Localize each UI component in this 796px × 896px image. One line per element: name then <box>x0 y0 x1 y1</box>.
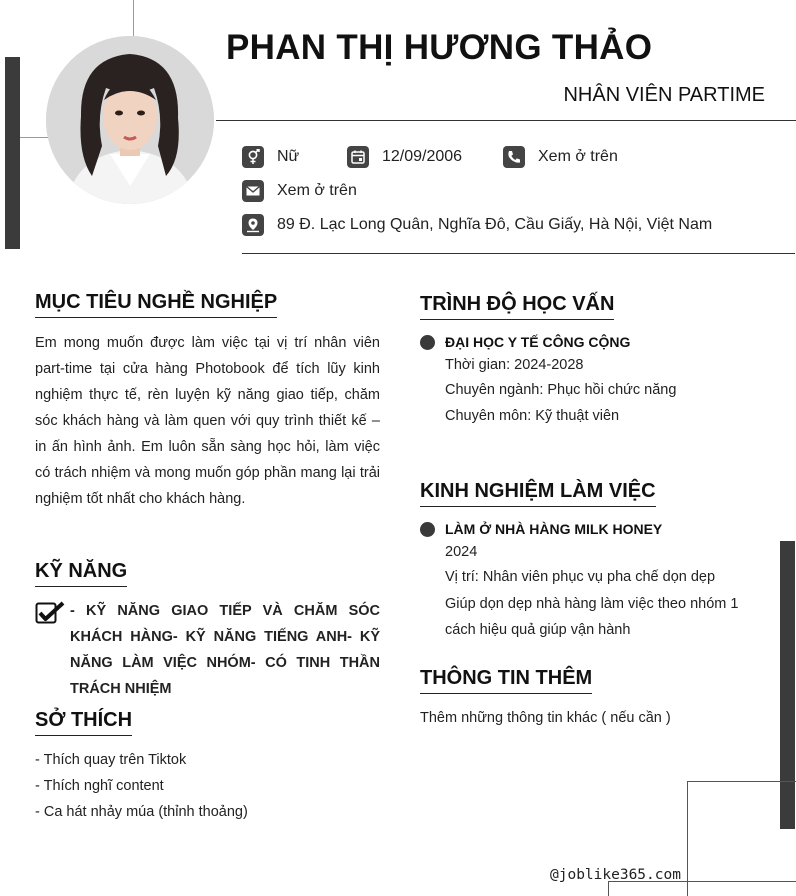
experience-title: KINH NGHIỆM LÀM VIỆC <box>420 480 656 507</box>
bullet-dot <box>420 335 435 350</box>
location-icon <box>242 214 264 236</box>
job-title: NHÂN VIÊN PARTIME <box>563 84 765 106</box>
email-icon <box>242 180 264 202</box>
objective-title: MỤC TIÊU NGHỀ NGHIỆP <box>35 291 277 318</box>
profile-photo <box>46 36 214 204</box>
hobby-item: - Thích nghĩ content <box>35 778 164 794</box>
phone-value: Xem ở trên <box>538 148 618 165</box>
decor-line-vertical <box>133 0 134 38</box>
education-specialty: Chuyên môn: Kỹ thuật viên <box>445 408 620 424</box>
contact-gender <box>242 146 299 168</box>
header-divider <box>216 120 796 121</box>
education-title: TRÌNH ĐỘ HỌC VẤN <box>420 293 614 320</box>
experience-year: 2024 <box>445 544 478 560</box>
school-name: ĐẠI HỌC Y TẾ CÔNG CỘNG <box>445 334 631 350</box>
education-major: Chuyên ngành: Phục hồi chức năng <box>445 382 677 398</box>
bullet-dot <box>420 522 435 537</box>
hobby-item: - Thích quay trên Tiktok <box>35 752 187 768</box>
extra-info-text: Thêm những thông tin khác ( nếu cần ) <box>420 710 671 726</box>
experience-description: Giúp dọn dẹp nhà hàng làm việc theo nhóm 1 cách hiệu quả giúp vận hành <box>445 596 739 638</box>
experience-position: Vị trí: Nhân viên phục vụ pha chế dọn dẹp <box>445 569 716 585</box>
extra-info-title: THÔNG TIN THÊM <box>420 667 592 694</box>
contact-email <box>242 180 357 202</box>
contact-phone <box>503 146 618 168</box>
gender-value: Nữ <box>277 148 300 165</box>
hobby-item: - Ca hát nhảy múa (thỉnh thoảng) <box>35 804 248 820</box>
checkbox-checked-icon <box>35 601 65 625</box>
objective-text: Em mong muốn được làm việc tại vị trí nhân viên part-time tại cửa hàng Photobook để tích lũy kinh nghiệm thực tế, rèn luyện kỹ năng giao tiếp, chăm sóc khách hàng và làm quen với quy trình thiết kế – in ấn hình ảnh. Em luôn sẵn sàng học hỏi, làm việc có trách nhiệm và mong muốn góp phần mang lại trải nghiệm tốt nhất cho khách hàng. <box>35 335 380 507</box>
contact-address <box>242 214 712 236</box>
decor-corner-box <box>687 781 796 896</box>
candidate-name: PHAN THỊ HƯƠNG THẢO <box>226 28 653 67</box>
decor-line-horizontal <box>20 137 48 138</box>
skills-title: KỸ NĂNG <box>35 560 127 587</box>
address-value: 89 Đ. Lạc Long Quân, Nghĩa Đô, Cầu Giấy, Hà Nội, Việt Nam <box>277 216 713 233</box>
phone-icon <box>503 146 525 168</box>
watermark-text: @joblike365.com <box>550 867 681 883</box>
gender-icon <box>242 146 264 168</box>
calendar-icon <box>347 146 369 168</box>
company-name: LÀM Ở NHÀ HÀNG MILK HONEY <box>445 521 663 537</box>
skills-text: - KỸ NĂNG GIAO TIẾP VÀ CHĂM SÓC KHÁCH HÀNG- KỸ NĂNG TIẾNG ANH- KỸ NĂNG LÀM VIỆC NHÓM- CÓ TINH THẦN TRÁCH NHIỆM <box>70 603 380 697</box>
email-value: Xem ở trên <box>277 182 357 199</box>
left-accent-bar <box>5 57 20 249</box>
decor-corner-line-vertical <box>608 881 609 896</box>
birthday-value: 12/09/2006 <box>382 148 463 165</box>
contact-birthday <box>347 146 462 168</box>
education-time: Thời gian: 2024-2028 <box>445 357 584 373</box>
hobbies-title: SỞ THÍCH <box>35 709 132 736</box>
contact-divider <box>242 253 795 254</box>
